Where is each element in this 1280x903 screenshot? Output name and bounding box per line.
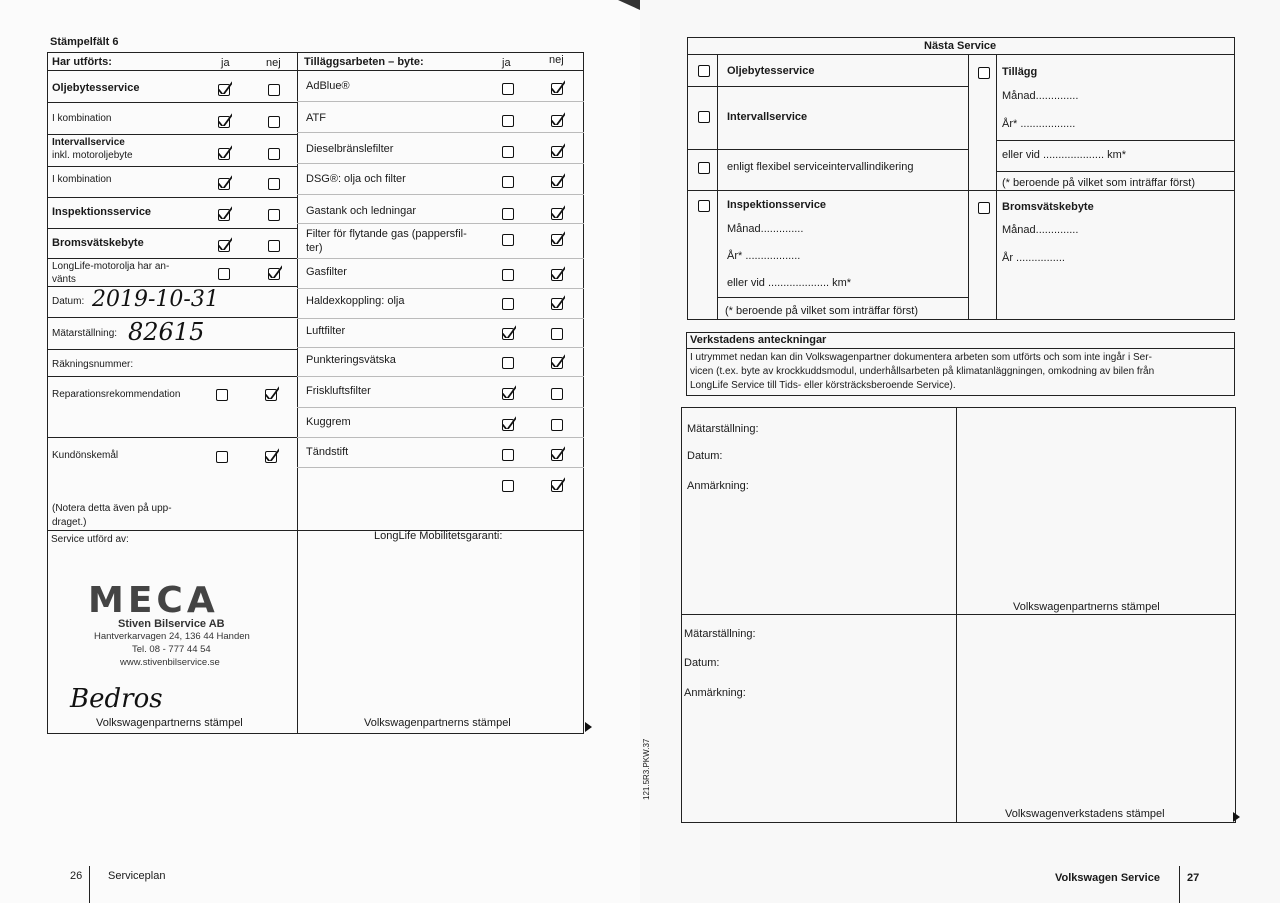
checkbox-ja[interactable]: [502, 176, 514, 188]
extra-or-at: eller vid .................... km*: [1002, 149, 1127, 161]
side-code: 121.5R3.PKW.37: [642, 738, 651, 800]
extra-label: Tillägg: [1002, 66, 1038, 78]
notes-odometer-2: Mätarställning:: [684, 628, 756, 640]
date-label: Datum:: [52, 296, 85, 307]
extra-row-label: Gastank och ledningar: [306, 205, 417, 217]
workshop-notes-grid: [681, 407, 1236, 823]
checkbox-nej[interactable]: [551, 388, 563, 400]
checkmark-icon: [549, 228, 565, 244]
checkmark-icon: [549, 170, 565, 186]
checkbox-nej[interactable]: [268, 148, 280, 160]
extra-row-label: DSG®: olja och filter: [306, 173, 406, 185]
inspection-service-label: Inspektionsservice: [727, 199, 827, 211]
extra-row-label: Luftfilter: [306, 325, 346, 337]
workshop-text-1: I utrymmet nedan kan din Volkswagenpartner dokumentera arbeten som utförts och som inte ingår i Ser-: [690, 352, 1152, 363]
row-brake-fluid: Bromsvätskebyte: [52, 237, 144, 249]
checkbox-ja[interactable]: [502, 449, 514, 461]
insp-or-at: eller vid .................... km*: [727, 277, 852, 289]
extra-row-label: Tändstift: [306, 446, 349, 458]
meca-logo: MECA: [88, 580, 219, 621]
checkbox-nej[interactable]: [268, 178, 280, 190]
checkmark-icon: [549, 77, 565, 93]
brake-month: Månad..............: [1002, 224, 1079, 236]
row-interval-service: Intervallservice: [52, 137, 125, 148]
extra-row-label: ATF: [306, 112, 326, 124]
checkbox-brake[interactable]: [978, 202, 990, 214]
col-no-header: nej: [266, 57, 281, 69]
insp-note: (* beroende på vilket som inträffar först): [725, 305, 918, 317]
checkmark-icon: [216, 142, 232, 158]
extra-month: Månad..............: [1002, 90, 1079, 102]
checkmark-icon: [549, 443, 565, 459]
customer-label: Kundönskemål: [52, 450, 119, 461]
stamp-label-mid: Volkswagenpartnerns stämpel: [364, 717, 511, 729]
extra-row-sub: ter): [306, 242, 323, 254]
meca-web: www.stivenbilservice.se: [120, 657, 220, 668]
checkmark-icon: [216, 172, 232, 188]
extra-row-label: Gasfilter: [306, 266, 347, 278]
checkbox-nej[interactable]: [551, 328, 563, 340]
checkbox-ja[interactable]: [216, 389, 228, 401]
brake-label: Bromsvätskebyte: [1002, 201, 1094, 213]
note-line2: draget.): [52, 517, 87, 528]
odometer-label: Mätarställning:: [52, 328, 118, 339]
page-number-left: 26: [70, 870, 83, 882]
date-value: 2019-10-31: [92, 287, 219, 312]
checkbox-interval-service[interactable]: [698, 111, 710, 123]
page-number-right: 27: [1187, 872, 1200, 884]
checkbox-nej[interactable]: [268, 240, 280, 252]
row-combination-1: I kombination: [52, 113, 112, 124]
checkbox-nej[interactable]: [268, 116, 280, 128]
checkbox-ja[interactable]: [502, 146, 514, 158]
col-yes2-header: ja: [502, 57, 511, 69]
page-title-left: Serviceplan: [108, 870, 166, 882]
invoice-label: Räkningsnummer:: [52, 359, 134, 370]
meca-company: Stiven Bilservice AB: [118, 618, 225, 630]
note-line1: (Notera detta även på upp-: [52, 503, 172, 514]
insp-year: År* ..................: [727, 250, 801, 262]
stamp-label-left: Volkswagenpartnerns stämpel: [96, 717, 243, 729]
col-done-header: Har utförts:: [52, 56, 112, 68]
checkmark-icon: [500, 413, 516, 429]
checkbox-ja[interactable]: [502, 269, 514, 281]
checkmark-icon: [549, 474, 565, 490]
checkmark-icon: [549, 263, 565, 279]
col-no2-header: nej: [549, 54, 564, 66]
checkmark-icon: [216, 78, 232, 94]
checkbox-nej[interactable]: [268, 209, 280, 221]
checkmark-icon: [549, 292, 565, 308]
checkbox-ja[interactable]: [502, 208, 514, 220]
checkbox-nej[interactable]: [268, 84, 280, 96]
checkmark-icon: [216, 203, 232, 219]
workshop-notes-title: Verkstadens anteckningar: [690, 334, 827, 346]
footer-title: Volkswagen Service: [1055, 872, 1160, 884]
checkbox-flex-service[interactable]: [698, 162, 710, 174]
extra-year: År* ..................: [1002, 118, 1076, 130]
row-longlife-sub: vänts: [52, 274, 76, 285]
col-yes-header: ja: [221, 57, 230, 69]
checkbox-ja[interactable]: [218, 268, 230, 280]
brake-year: År ................: [1002, 252, 1065, 264]
checkmark-icon: [500, 322, 516, 338]
checkmark-icon: [549, 109, 565, 125]
oil-service-label: Oljebytesservice: [727, 65, 815, 77]
extra-row-label: Filter för flytande gas (pappersfil-: [306, 228, 467, 240]
row-longlife: LongLife-motorolja har an-: [52, 261, 170, 272]
checkbox-ja[interactable]: [502, 83, 514, 95]
checkmark-icon: [216, 234, 232, 250]
checkbox-nej[interactable]: [551, 419, 563, 431]
flex-service-label: enligt flexibel serviceintervallindikering: [727, 161, 914, 173]
interval-service-label: Intervallservice: [727, 111, 808, 123]
checkmark-icon: [549, 202, 565, 218]
checkbox-ja[interactable]: [502, 357, 514, 369]
checkmark-icon: [263, 445, 279, 461]
repair-label: Reparationsrekommendation: [52, 389, 181, 400]
extra-note: (* beroende på vilket som inträffar först): [1002, 177, 1195, 189]
workshop-text-3: LongLife Service till Tids- eller körsträcksberoende Service).: [690, 380, 956, 391]
extra-row-label: AdBlue®: [306, 80, 350, 92]
row-combination-2: I kombination: [52, 174, 112, 185]
signature: Bedros: [70, 684, 163, 714]
checkmark-icon: [549, 140, 565, 156]
extra-row-label: Kuggrem: [306, 416, 351, 428]
checkbox-extra[interactable]: [978, 67, 990, 79]
notes-date-2: Datum:: [684, 657, 720, 669]
extra-row-label: Haldexkoppling: olja: [306, 295, 405, 307]
checkbox-ja[interactable]: [502, 480, 514, 492]
checkmark-icon: [266, 262, 282, 278]
notes-date-1: Datum:: [687, 450, 723, 462]
notes-odometer-1: Mätarställning:: [687, 423, 759, 435]
checkbox-ja[interactable]: [502, 298, 514, 310]
mobility-label: LongLife Mobilitetsgaranti:: [374, 530, 503, 542]
checkbox-inspection-service[interactable]: [698, 200, 710, 212]
notes-remark-2: Anmärkning:: [684, 687, 746, 699]
workshop-stamp-label: Volkswagenverkstadens stämpel: [1005, 808, 1165, 820]
checkmark-icon: [549, 351, 565, 367]
row-interval-sub: inkl. motoroljebyte: [52, 150, 133, 161]
next-service-title: Nästa Service: [924, 40, 997, 52]
next-arrow-icon: [585, 722, 592, 732]
checkmark-icon: [216, 110, 232, 126]
stamp-field-title: Stämpelfält 6: [50, 36, 119, 48]
service-by-label: Service utförd av:: [51, 534, 129, 545]
col-extra-header: Tilläggsarbeten – byte:: [304, 56, 424, 68]
partner-stamp-label: Volkswagenpartnerns stämpel: [1013, 601, 1160, 613]
row-oil-service: Oljebytesservice: [52, 82, 140, 94]
extra-row-label: Punkteringsvätska: [306, 354, 396, 366]
checkbox-ja[interactable]: [216, 451, 228, 463]
notes-remark-1: Anmärkning:: [687, 480, 749, 492]
meca-address: Hantverkarvagen 24, 136 44 Handen: [94, 631, 250, 642]
checkbox-ja[interactable]: [502, 234, 514, 246]
checkmark-icon: [263, 383, 279, 399]
right-page: [640, 0, 1280, 903]
meca-phone: Tel. 08 - 777 44 54: [132, 644, 211, 655]
extra-row-label: Dieselbränslefilter: [306, 143, 394, 155]
workshop-text-2: vicen (t.ex. byte av krockkuddsmodul, underhållsarbeten på klimatanläggningen, omkodning av bilen från: [690, 366, 1155, 377]
checkbox-oil-service[interactable]: [698, 65, 710, 77]
checkbox-ja[interactable]: [502, 115, 514, 127]
checkmark-icon: [500, 382, 516, 398]
insp-month: Månad..............: [727, 223, 804, 235]
odometer-value: 82615: [128, 318, 205, 346]
next-arrow-icon: [1233, 812, 1240, 822]
extra-row-label: Friskluftsfilter: [306, 385, 371, 397]
row-inspection: Inspektionsservice: [52, 206, 152, 218]
